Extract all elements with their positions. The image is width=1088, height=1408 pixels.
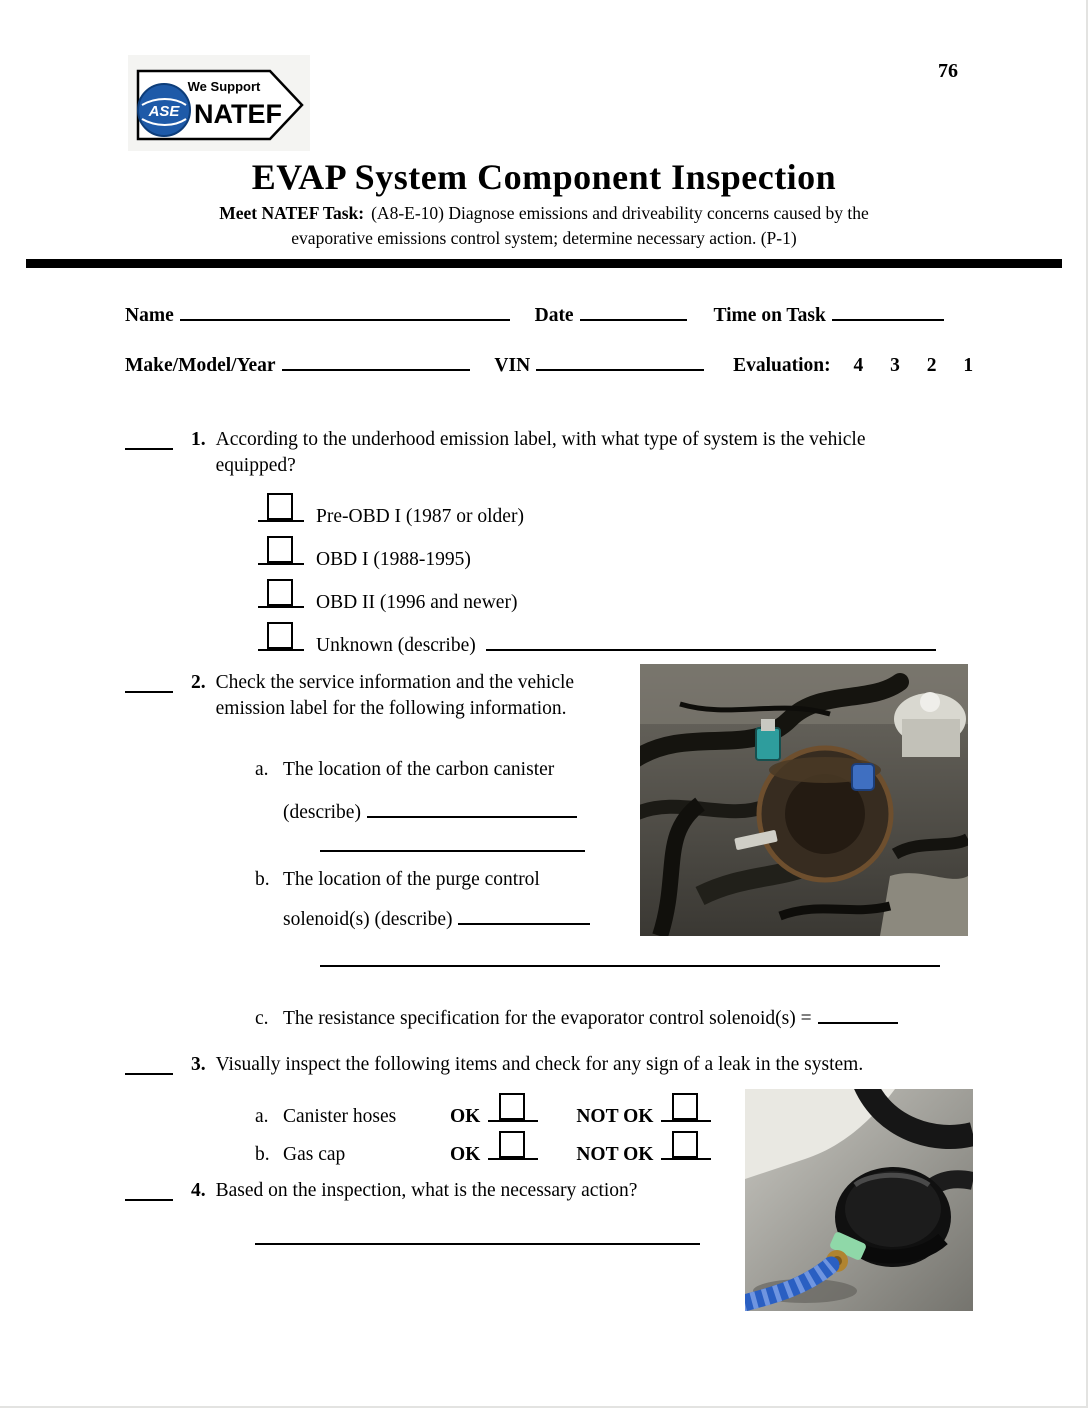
question-3-text: Visually inspect the following items and check for any sign of a leak in the system.: [215, 1054, 864, 1075]
ok-label: OK: [450, 1106, 481, 1127]
evaluation-score-3[interactable]: 3: [890, 355, 900, 376]
engine-bay-photo-graphic: [640, 664, 968, 936]
question-2: [125, 670, 616, 723]
ok-checkbox[interactable]: [499, 1131, 525, 1158]
time-on-task-label: Time on Task: [713, 305, 826, 326]
question-4: [125, 1178, 637, 1204]
row-item-label: Canister hoses: [283, 1106, 397, 1127]
checkbox[interactable]: [267, 493, 293, 520]
make-model-year-label: Make/Model/Year: [125, 355, 276, 376]
name-label: Name: [125, 305, 174, 326]
checkbox-line: [258, 621, 304, 651]
question-2-text: Check the service information and the vehicle emission label for the following information.: [215, 672, 575, 720]
gas-cap-photo-graphic: [745, 1089, 973, 1311]
engine-bay-photo: [640, 664, 968, 936]
task-subtitle-line2: [0, 228, 1088, 249]
question-4-score-blank[interactable]: [125, 1178, 173, 1201]
question-4-number: 4.: [191, 1180, 206, 1201]
inspection-row-gas-cap: [255, 1130, 711, 1168]
question-2a-describe: [283, 800, 577, 826]
resistance-spec-blank[interactable]: [818, 1022, 898, 1024]
natef-logo: [128, 55, 310, 151]
option-unknown: [258, 621, 936, 657]
describe-label: (describe): [283, 802, 361, 823]
question-2-score-blank[interactable]: [125, 670, 173, 693]
question-4-text: Based on the inspection, what is the necessary action?: [215, 1180, 638, 1201]
option-label: Unknown (describe): [316, 635, 476, 656]
vin-label: VIN: [494, 355, 531, 376]
header-divider: [26, 259, 1062, 268]
question-2c: [255, 1006, 898, 1032]
question-2a-text: The location of the carbon canister: [283, 759, 555, 780]
checkbox-line: [258, 535, 304, 565]
question-3-number: 3.: [191, 1054, 206, 1075]
not-ok-checkbox-line: [661, 1092, 711, 1122]
question-2c-text: The resistance specification for the evaporator control solenoid(s) =: [283, 1008, 812, 1029]
task-text-1: (A8-E-10) Diagnose emissions and driveability concerns caused by the: [371, 203, 869, 223]
logo-ase-text: ASE: [148, 103, 180, 120]
vin-blank[interactable]: [536, 369, 704, 371]
question-2-number: 2.: [191, 672, 206, 693]
inspection-row-canister-hoses: [255, 1092, 711, 1130]
checkbox-line: [258, 578, 304, 608]
checkbox[interactable]: [267, 536, 293, 563]
task-label: Meet NATEF Task:: [219, 203, 365, 223]
checkbox-line: [258, 492, 304, 522]
not-ok-label: NOT OK: [576, 1144, 654, 1165]
ok-checkbox[interactable]: [499, 1093, 525, 1120]
option-obd2: [258, 578, 936, 614]
evaluation-score-2[interactable]: 2: [926, 355, 937, 376]
solenoid-location-blank-2[interactable]: [320, 965, 940, 967]
ok-checkbox-line: [488, 1092, 538, 1122]
evaluation-score-4[interactable]: 4: [853, 355, 864, 376]
page-title: EVAP System Component Inspection: [251, 157, 837, 197]
task-subtitle-line1: [0, 203, 1088, 224]
question-2b-letter: b.: [255, 869, 270, 890]
not-ok-checkbox[interactable]: [672, 1131, 698, 1158]
necessary-action-blank[interactable]: [255, 1243, 700, 1245]
question-3: [125, 1052, 863, 1078]
question-3-score-blank[interactable]: [125, 1052, 173, 1075]
option-pre-obd1: [258, 492, 936, 528]
canister-location-blank-1[interactable]: [367, 816, 577, 818]
question-2b-describe: [283, 907, 590, 933]
evaluation-score-1[interactable]: 1: [963, 355, 974, 376]
not-ok-label: NOT OK: [576, 1106, 654, 1127]
row-letter: b.: [255, 1144, 270, 1165]
unknown-describe-blank[interactable]: [486, 649, 936, 651]
info-row-2: [125, 353, 973, 379]
name-blank[interactable]: [180, 319, 510, 321]
info-row-1: [125, 303, 944, 329]
logo-we-support-text: We Support: [187, 79, 261, 94]
question-1-options: [258, 492, 936, 664]
question-2a-letter: a.: [255, 759, 269, 780]
row-letter: a.: [255, 1106, 269, 1127]
canister-location-blank-2[interactable]: [320, 850, 585, 852]
question-2a: [255, 757, 554, 783]
date-blank[interactable]: [580, 319, 687, 321]
option-obd1: [258, 535, 936, 571]
not-ok-checkbox-line: [661, 1130, 711, 1160]
question-2c-letter: c.: [255, 1008, 269, 1029]
evaluation-label: Evaluation:: [733, 355, 831, 376]
question-1-score-blank[interactable]: [125, 427, 173, 450]
option-label: Pre-OBD I (1987 or older): [316, 506, 524, 527]
not-ok-checkbox[interactable]: [672, 1093, 698, 1120]
question-2b: [255, 867, 540, 893]
row-item-label: Gas cap: [283, 1144, 346, 1165]
task-text-2: evaporative emissions control system; determine necessary action. (P-1): [291, 228, 797, 248]
question-2b-text-2: solenoid(s) (describe): [283, 909, 453, 930]
date-label: Date: [534, 305, 574, 326]
gas-cap-photo: [745, 1089, 973, 1311]
logo-natef-text: NATEF: [194, 99, 282, 129]
question-1-number: 1.: [191, 429, 206, 450]
time-on-task-blank[interactable]: [832, 319, 944, 321]
solenoid-location-blank-1[interactable]: [458, 923, 590, 925]
checkbox[interactable]: [267, 579, 293, 606]
make-model-year-blank[interactable]: [282, 369, 470, 371]
ok-checkbox-line: [488, 1130, 538, 1160]
ok-label: OK: [450, 1144, 481, 1165]
question-1: [125, 427, 941, 480]
natef-logo-graphic: [128, 55, 310, 151]
question-1-text: According to the underhood emission label, with what type of system is the vehicle equipped?: [215, 429, 866, 477]
page-number: 76: [938, 60, 958, 82]
checkbox[interactable]: [267, 622, 293, 649]
option-label: OBD II (1996 and newer): [316, 592, 518, 613]
option-label: OBD I (1988-1995): [316, 549, 471, 570]
question-2b-text: The location of the purge control: [283, 869, 540, 890]
